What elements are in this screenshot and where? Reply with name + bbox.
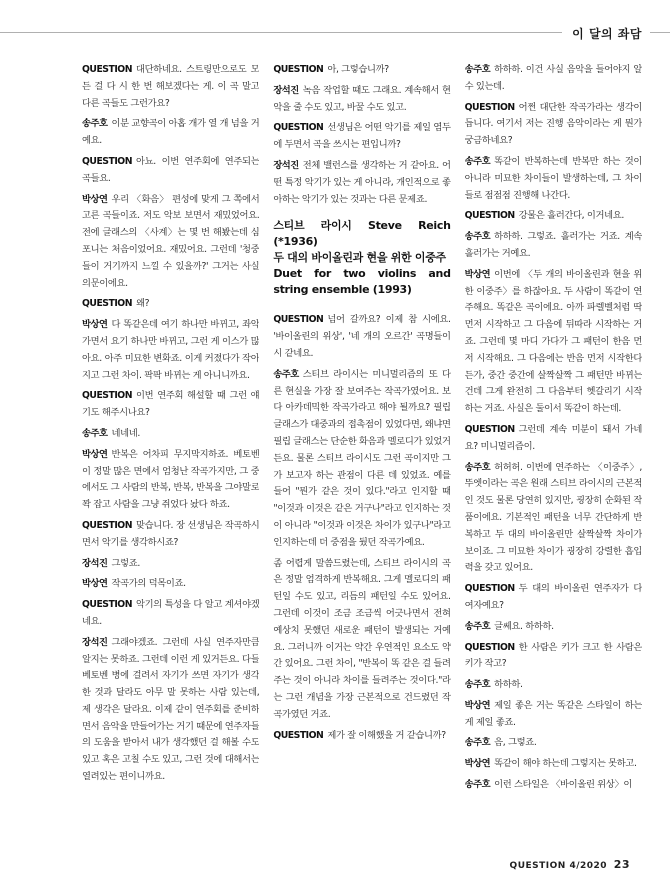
speaker-label: QUESTION <box>273 122 324 134</box>
dialogue-paragraph <box>465 100 642 150</box>
dialogue-text: 아뇨. 이번 연주회에 연주되는 곡들요. <box>82 155 260 184</box>
column-3 <box>465 62 642 862</box>
dialogue-paragraph <box>273 556 450 724</box>
dialogue-text: 제일 좋은 거는 똑같은 스타일이 하는 게 제일 좋죠. <box>464 699 642 728</box>
speaker-label: 송주호 <box>464 779 491 791</box>
speaker-label: QUESTION <box>464 583 515 595</box>
dialogue-text: 한 사람은 키가 크고 한 사람은 키가 작고? <box>464 641 642 670</box>
speaker-label: 송주호 <box>464 155 491 167</box>
dialogue-paragraph <box>82 388 259 422</box>
magazine-issue: QUESTION 4/2020 <box>509 861 608 871</box>
speaker-label: 박상연 <box>82 578 108 590</box>
dialogue-text: 악기의 특성을 다 알고 계셔야겠네요. <box>82 599 260 627</box>
dialogue-text: 맞습니다. 장 선생님은 작곡하시면서 악기를 생각하시죠? <box>82 519 260 548</box>
dialogue-text: 이런 스타일은 〈바이올린 위상〉이 <box>494 779 633 791</box>
dialogue-text: 강물은 흘러간다, 이거네요. <box>518 210 625 222</box>
speaker-label: 박상연 <box>464 268 491 280</box>
dialogue-paragraph <box>273 367 450 552</box>
dialogue-text: 네네네. <box>111 427 140 439</box>
dialogue-paragraph <box>273 62 450 79</box>
dialogue-paragraph <box>82 317 259 384</box>
speaker-label: QUESTION <box>464 641 515 653</box>
speaker-label: 송주호 <box>82 118 108 130</box>
dialogue-paragraph <box>465 619 642 636</box>
dialogue-text: 글쎄요. 하하하. <box>494 620 554 632</box>
dialogue-text: 똑같이 해야 하는데 그렇지는 못하고. <box>494 758 637 770</box>
dialogue-paragraph <box>465 756 642 773</box>
dialogue-paragraph <box>465 777 642 794</box>
speaker-label: 박상연 <box>82 319 108 331</box>
dialogue-paragraph <box>273 158 450 208</box>
dialogue-text: 녹음 작업할 때도 그래요. 계속해서 현악을 줄 수도 있고, 바꿀 수도 있고. <box>273 84 451 113</box>
speaker-label: 송주호 <box>464 737 491 749</box>
dialogue-text: 왜? <box>135 298 150 310</box>
dialogue-paragraph <box>465 581 642 615</box>
dialogue-paragraph <box>465 422 642 456</box>
dialogue-paragraph <box>82 296 259 313</box>
speaker-label: 장석진 <box>273 159 299 171</box>
dialogue-paragraph <box>82 426 259 443</box>
dialogue-paragraph <box>465 62 642 96</box>
speaker-label: 송주호 <box>464 679 491 691</box>
dialogue-text: 그렇죠. <box>111 557 140 569</box>
dialogue-text: 좀 어렵게 말씀드렸는데, 스티브 라이시의 곡은 정말 엄격하게 반복해요. 그게 멜로디의 패턴일 수도 있고, 리듬의 패턴일 수도 있어요. 그런데 이것이 조금 조금씩 어긋나면서 전혀 예상치 못했던 새로운 패턴이 발생되는 거예요. 그러니까 이거는 약간 우연적인 요소도 약간 있어요. 그런 차이, "반복이 똑 같은 걸 들려주는 것이 아니라 차이를 들려주는 것이다."라는 그런 개념을 가장 근본적으로 건드렸던 작곡가였던 거죠. <box>273 557 451 720</box>
speaker-label: QUESTION <box>273 64 324 75</box>
speaker-label: 박상연 <box>82 193 108 205</box>
dialogue-paragraph <box>82 597 259 631</box>
speaker-label: QUESTION <box>464 210 515 222</box>
dialogue-paragraph <box>465 677 642 694</box>
speaker-label: 박상연 <box>82 448 108 460</box>
dialogue-paragraph <box>82 62 259 112</box>
column-2 <box>273 62 450 862</box>
dialogue-text: 이번 연주회 해설할 때 그런 얘기도 해주시나요? <box>82 390 260 419</box>
article-body <box>82 62 642 862</box>
dialogue-text: 하하하. 그렇죠. 흘러가는 거죠. 계속 흘러가는 거예요. <box>464 231 642 259</box>
dialogue-paragraph <box>82 154 259 188</box>
dialogue-text: 어쩐 대단한 작곡가라는 생각이 듭니다. 여기서 저는 진행 음악이라는 게 뭔가 궁금하네요? <box>464 101 642 147</box>
dialogue-text: 하하하. 이건 사실 음악을 들어야지 알 수 있는데. <box>464 64 642 92</box>
dialogue-paragraph <box>273 83 450 117</box>
dialogue-paragraph <box>465 267 642 418</box>
dialogue-text: 이번에 〈두 개의 바이올린과 현을 위한 이중주〉를 하잖아요. 두 사람이 똑같이 연주해요. 똑같은 곡이에요. 아까 파렐벨처럼 딱 먼저 시작하고 그 다음에 뒤따라 시작하는 거죠. 그런데 몇 마디 가다가 그 패턴이 한음 먼저 시작해요. 그 다음에는 반음 먼저 시작한다든가, 중간 중간에 살짝살짝 그 패턴만 바뀌는 건데 그게 완전히 그 다음부터 헷갈리기 시작하는 거죠. 사실은 둘이서 똑같이 하는데. <box>464 268 642 415</box>
dialogue-paragraph <box>465 229 642 263</box>
dialogue-text: 두 대의 바이올린 연주자가 다 여자예요? <box>464 583 642 611</box>
dialogue-text: 작곡가의 덕목이죠. <box>111 578 186 590</box>
piece-heading <box>273 218 450 298</box>
speaker-label: 박상연 <box>464 699 491 711</box>
speaker-label: 송주호 <box>464 64 491 75</box>
speaker-label: QUESTION <box>82 599 132 611</box>
dialogue-text: 음, 그렇죠. <box>494 737 537 749</box>
speaker-label: 장석진 <box>273 84 299 96</box>
dialogue-text: 반복은 어차피 무지막지하죠. 베토벤이 정말 많은 면에서 엄청난 작곡가지만, 그 중에서도 그 사람의 반복, 반복, 반복을 그야말로 꽉 잡고 사람을 그냥 쥐었다 놨다 하죠. <box>82 448 260 511</box>
dialogue-paragraph <box>82 635 259 786</box>
speaker-label: 송주호 <box>273 368 299 380</box>
section-title: 이 달의 좌담 <box>562 22 650 45</box>
dialogue-text: 대단하네요. 스트링만으로도 모든 걸 다 시 한 번 해보겠다는 게. 이 곡 말고 다른 곡들도 그런가요? <box>82 64 260 109</box>
dialogue-text: 우리 〈화음〉 편성에 맞게 그 쪽에서 고른 곡들이죠. 저도 악보 보면서 재밌었어요. 전에 글래스의 〈사계〉는 몇 번 해봤는데 심포니는 처음이었어요. 재밌어요. 그런데 '청중들이 거기까지 느낄 수 있을까?' 그거는 사실 의문이에요. <box>82 193 260 289</box>
dialogue-text: 전체 밸런스를 생각하는 거 같아요. 어떤 특정 악기가 있는 게 아니라, 개인적으로 좋아하는 악기가 있는 것과는 다른 문제죠. <box>273 159 451 205</box>
page-number: 23 <box>613 858 630 871</box>
dialogue-paragraph <box>82 518 259 552</box>
dialogue-paragraph <box>465 698 642 732</box>
dialogue-paragraph <box>82 447 259 514</box>
column-1 <box>82 62 259 862</box>
dialogue-paragraph <box>82 116 259 150</box>
dialogue-text: 하하하. <box>494 679 523 691</box>
dialogue-paragraph <box>82 576 259 593</box>
speaker-label: 장석진 <box>82 557 108 569</box>
speaker-label: QUESTION <box>82 64 132 75</box>
dialogue-text: 그런데 계속 미분이 돼서 가네요? 미니멀리즘이. <box>464 423 642 452</box>
speaker-label: QUESTION <box>82 519 132 531</box>
dialogue-paragraph <box>465 460 642 578</box>
dialogue-paragraph <box>82 556 259 573</box>
piece-heading-line: 스티브 라이시 Steve Reich (*1936) <box>273 219 451 249</box>
speaker-label: QUESTION <box>273 729 324 741</box>
dialogue-text: 그래야겠죠. 그런데 사실 연주자만큼 알지는 못하죠. 그런데 이런 게 있거든요. 다들 베토벤 병에 걸려서 자기가 쓰면 자기가 생각한 것과 달라도 아무 말 못하는 사람 있는데, 제 생각은 달라요. 이제 같이 연주회를 준비하면서 음악을 만들어가는 거기 때문에 연주자들의 도움을 받아서 내가 생각했던 걸 해볼 수도 있고 혹은 고칠 수도 있고, 그런 것에 대해서는 열려있는 편이니까요. <box>82 636 260 783</box>
speaker-label: 장석진 <box>82 636 108 648</box>
speaker-label: QUESTION <box>273 314 324 326</box>
dialogue-paragraph <box>273 312 450 362</box>
speaker-label: 박상연 <box>464 758 491 770</box>
dialogue-text: 스티브 라이시는 미니멀리즘의 또 다른 현실을 가장 잘 보여주는 작곡가였어요. 보다 아카데믹한 작곡가라고 해야 될까요? 필립 글래스가 대중과의 접촉점이 있었다면, 왜냐면 필립 글래스는 단순한 화음과 멜로디가 있었거든요. 물론 스티브 라이시도 그런 곡이지만 그가 보고자 하는 관점이 다른 데 있었죠. 예를 들어 "뭔가 같은 것이 있다."라고 인지할 때 "이것과 이것은 같은 거구나"라고 인지하는 것이 아니라 "이것과 이것은 차이가 있구나"라고 인지하는데 더 중점을 뒀던 작곡가예요. <box>273 368 451 548</box>
piece-heading-line: Duet for two violins and string ensemble (1993) <box>273 267 451 297</box>
dialogue-text: 제가 잘 이해했을 거 같습니까? <box>327 729 446 741</box>
speaker-label: QUESTION <box>464 101 515 113</box>
speaker-label: QUESTION <box>464 423 515 435</box>
header-bar <box>0 22 670 43</box>
speaker-label: QUESTION <box>82 390 132 402</box>
dialogue-text: 똑같이 반복하는데 반복만 하는 것이 아니라 미묘한 차이들이 발생하는데, 그 차이들로 점점점 진행해 나간다. <box>464 155 642 201</box>
dialogue-paragraph <box>273 728 450 745</box>
dialogue-paragraph <box>82 192 259 293</box>
dialogue-paragraph <box>465 640 642 674</box>
speaker-label: QUESTION <box>82 155 132 167</box>
dialogue-text: 선생님은 어떤 악기를 제일 염두에 두면서 곡을 쓰시는 편입니까? <box>273 122 451 151</box>
dialogue-text: 아, 그렇습니까? <box>327 64 389 75</box>
dialogue-paragraph <box>273 120 450 154</box>
dialogue-paragraph <box>465 735 642 752</box>
dialogue-paragraph <box>465 208 642 225</box>
page-footer <box>510 858 630 871</box>
speaker-label: 송주호 <box>82 427 108 439</box>
speaker-label: 송주호 <box>464 231 491 243</box>
piece-heading-line: 두 대의 바이올린과 현을 위한 이중주 <box>273 251 446 265</box>
speaker-label: QUESTION <box>82 298 132 310</box>
dialogue-text: 허허허. 이번에 연주하는 〈이중주〉, 뚜엣이라는 곡은 원래 스티브 라이시의 근본적인 것도 물론 당연히 있지만, 굉장히 순화된 작품이에요. 기본적인 패턴을 너무 간단하게 반복하고 두 대의 바이올린만 살짝살짝 차이가 보이죠. 그 미묘한 차이가 굉장히 강렬한 흡입력을 갖고 있어요. <box>464 461 642 574</box>
dialogue-text: 이분 교향곡이 아홉 개가 열 개 넘을 거예요. <box>82 118 260 147</box>
speaker-label: 송주호 <box>464 620 491 632</box>
speaker-label: 송주호 <box>464 461 491 473</box>
dialogue-paragraph <box>465 154 642 204</box>
dialogue-text: 다 똑같은데 여기 하나만 바뀌고, 좌악 가면서 요기 하나만 바뀌고, 그런 게 이스가 많아요. 아주 미묘한 변화죠. 이게 커졌다가 작아지고 그런 차이. 팍팍 바뀌는 게 아니니까요. <box>82 319 260 381</box>
dialogue-text: 넘어 갈까요? 이제 참 시에요. '바이올린의 위상', '네 개의 오르간' 곡명들이 시 같네요. <box>273 314 451 359</box>
